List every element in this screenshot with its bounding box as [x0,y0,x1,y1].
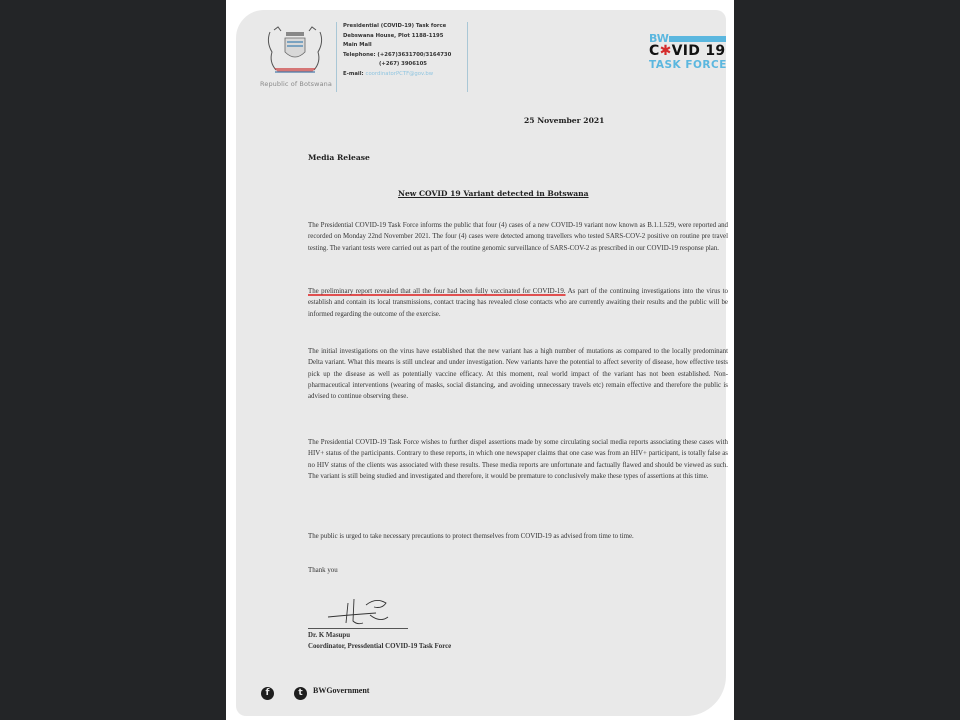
email-line [343,70,467,80]
twitter-icon[interactable]: t [294,687,307,700]
document-page [226,0,734,720]
email-label: E-mail: [343,70,364,77]
release-date: 25 November 2021 [524,116,605,125]
address-line: Main Mall [343,42,372,49]
coat-of-arms-icon [260,24,330,80]
logo-bw: BW [649,32,669,45]
doc-type: Media Release [308,153,370,162]
social-handle: BWGovernment [313,686,370,695]
task-force-logo [649,33,739,83]
signer-name: Dr. K Masupu [308,632,351,639]
paragraph: The public is urged to take necessary precautions to protect themselves from COVID-19 as advised from time to time. [308,533,634,540]
letter-panel [236,10,726,716]
release-title: New COVID 19 Variant detected in Botswana [398,189,589,198]
letterhead-address [336,22,468,92]
logo-c: C [649,43,660,59]
paragraph: The Presidential COVID-19 Task Force informs the public that four (4) cases of a new COVID-19 variant now known as B.1.1.529, were reported and recorded on Monday 22nd November 2021. The four (4) cases were detected among travellers who tested SARS-COV-2 positive on routine pre travel testing. The variant tests were carried out as part of the routine genomic surveillance of SARS-COV-2 as prescribed in our COVID-19 response plan. [308,222,728,252]
facebook-icon[interactable]: f [261,687,274,700]
paragraph: The initial investigations on the virus have established that the new variant has a high number of mutations as compared to the locally predominant Delta variant. What this means is still unclear and under investigation. New variants have the potential to affect severity of disease, how effective tests pick up the disease as well as potentially vaccine efficacy. At this moment, real world impact of the variant has not been established. Non-pharmaceutical interventions (wearing of masks, social distancing, and avoiding unnecessary travels etc) remain effective and therefore the public is advised to continue observing these. [308,348,728,401]
virus-icon: ✱ [659,43,672,59]
crest-caption: Republic of Botswana [260,80,332,88]
address-line: Presidential (COVID-19) Task force [343,23,447,29]
closing: Thank you [308,567,338,574]
paragraph [308,286,728,320]
paragraph: The Presidential COVID-19 Task Force wishes to further dispel assertions made by some circulating social media reports associating these cases with HIV+ status of the participants. Contrary to these reports, in which one newspaper claims that one case was from an HIV+ participant, is totally false as no HIV status of the clients was associated with these results. These media reports are unfortunate and factually flawed and should be viewed as such. The variant is still being studied and investigated and therefore, it would be premature to conclusively make these types of assertions at this time. [308,439,728,480]
logo-covid [649,44,725,58]
address-line: Telephone: (+267)3631700/3164730 [343,51,452,58]
signer-title: Coordinator, Pressdential COVID-19 Task Force [308,643,452,650]
paragraph-rest: As part of the continuing investigations into the virus to establish and contain its local transmissions, contact tracing has revealed close contacts who are currently awaiting their results and the public will be informed regarding the outcome of the exercise. [308,288,728,318]
address-line: (+267) 3906105 [379,61,427,68]
email-link[interactable]: coordinatorPCTF@gov.bw [365,70,434,77]
address-line: Debswana House, Plot 1188-1195 [343,32,444,39]
logo-bar [669,36,726,42]
highlighted-sentence: The preliminary report revealed that all the four had been fully vaccinated for COVID-19. [308,288,566,295]
signature-icon [326,593,406,627]
logo-vid19: VID 19 [671,43,726,59]
logo-task-force: TASK FORCE [649,59,727,71]
signature-line [308,628,408,629]
